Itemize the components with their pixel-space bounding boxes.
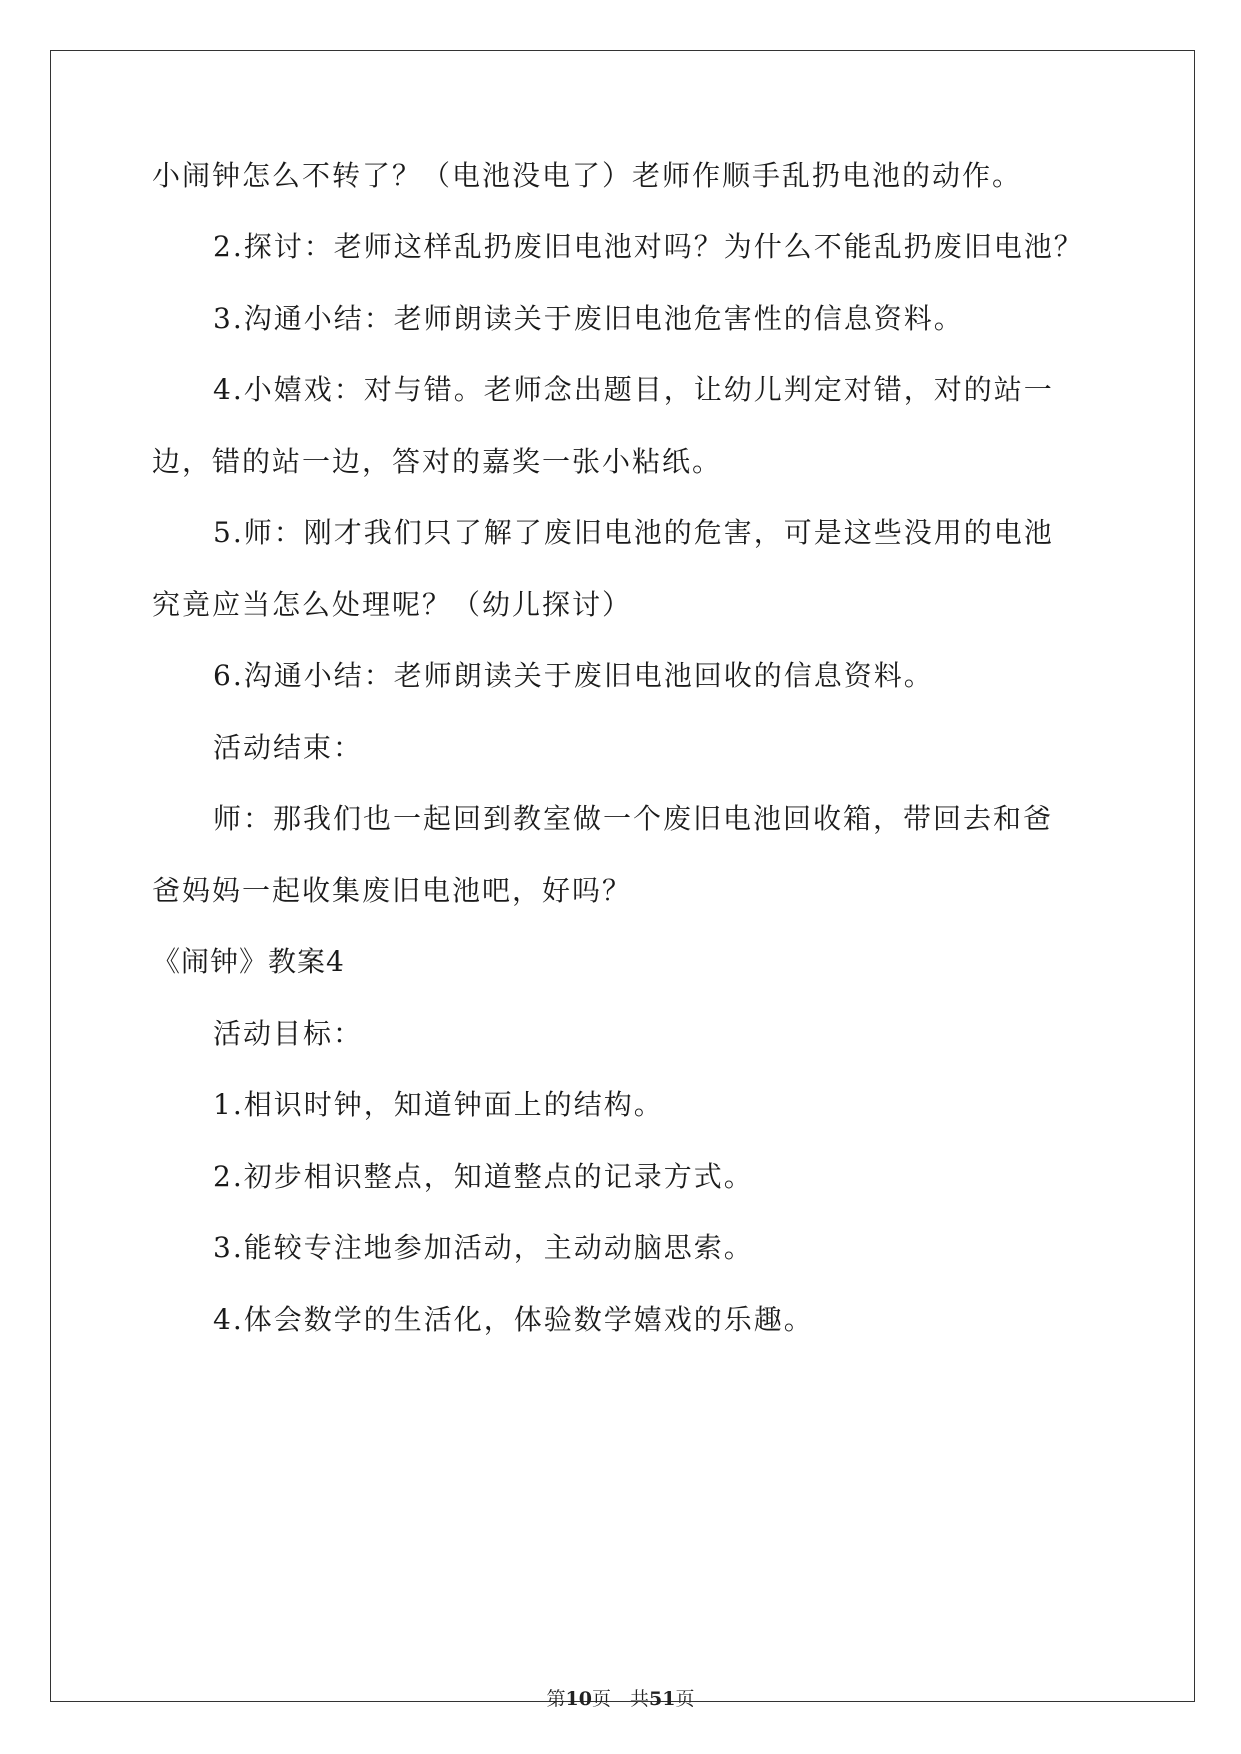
page-footer — [0, 1687, 1241, 1711]
list-item: 3.能较专注地参加活动，主动动脑思索。 — [213, 1231, 754, 1264]
list-item: 2.初步相识整点，知道整点的记录方式。 — [213, 1160, 754, 1193]
paragraph-line: 师：那我们也一起回到教室做一个废旧电池回收箱，带回去和爸 — [213, 802, 1054, 835]
list-item: 4.体会数学的生活化，体验数学嬉戏的乐趣。 — [213, 1303, 814, 1336]
paragraph-line: 6.沟通小结：老师朗读关于废旧电池回收的信息资料。 — [213, 659, 934, 692]
paragraph-line: 5.师：刚才我们只了解了废旧电池的危害，可是这些没用的电池 — [213, 516, 1054, 549]
footer-middle: 页 共 — [591, 1688, 649, 1710]
paragraph-line: 4.小嬉戏：对与错。老师念出题目，让幼儿判定对错，对的站一 — [213, 373, 1054, 406]
footer-prefix: 第 — [546, 1688, 566, 1710]
paragraph-line: 小闹钟怎么不转了？（电池没电了）老师作顺手乱扔电池的动作。 — [152, 159, 1023, 192]
paragraph-line: 爸妈妈一起收集废旧电池吧，好吗？ — [152, 874, 633, 907]
lesson-heading: 《闹钟》教案4 — [152, 945, 345, 978]
paragraph-line: 边，错的站一边，答对的嘉奖一张小粘纸。 — [152, 445, 723, 478]
paragraph-line: 3.沟通小结：老师朗读关于废旧电池危害性的信息资料。 — [213, 302, 964, 335]
total-page-number: 51 — [649, 1688, 676, 1710]
paragraph-line: 2.探讨：老师这样乱扔废旧电池对吗？为什么不能乱扔废旧电池？ — [213, 230, 1084, 263]
list-item: 1.相识时钟，知道钟面上的结构。 — [213, 1088, 664, 1121]
section-label: 活动结束： — [213, 731, 364, 764]
current-page-number: 10 — [565, 1688, 592, 1710]
footer-suffix: 页 — [675, 1688, 695, 1710]
section-label: 活动目标： — [213, 1017, 364, 1050]
paragraph-line: 究竟应当怎么处理呢？（幼儿探讨） — [152, 588, 633, 621]
